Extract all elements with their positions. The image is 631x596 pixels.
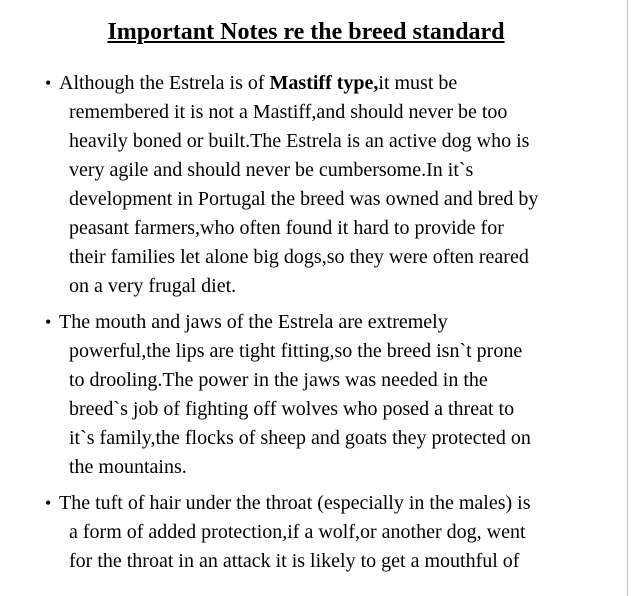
note-line: breed`s job of fighting off wolves who posed a threat to (69, 398, 515, 420)
note-line: remembered it is not a Mastiff,and should never be too (69, 101, 508, 123)
bullet-icon: • (45, 312, 52, 332)
bullet-icon: • (45, 73, 52, 93)
note-item (45, 489, 605, 576)
note-line: peasant farmers,who often found it hard to provide for (69, 217, 504, 239)
note-line: a form of added protection,if a wolf,or another dog, went (69, 521, 526, 543)
note-text: Although the Estrela is of (59, 72, 270, 94)
note-line: for the throat in an attack it is likely to get a mouthful of (69, 550, 520, 572)
note-line: powerful,the lips are tight fitting,so the breed isn`t prone (69, 340, 523, 362)
note-item (45, 308, 605, 482)
note-text: it must be (378, 72, 458, 94)
note-line: it`s family,the flocks of sheep and goats they protected on (69, 427, 531, 449)
note-item (45, 69, 605, 301)
document-title: Important Notes re the breed standard (107, 19, 505, 45)
note-line: heavily boned or built.The Estrela is an active dog who is (69, 130, 530, 152)
note-line: development in Portugal the breed was owned and bred by (69, 188, 539, 210)
page-edge (627, 0, 628, 596)
note-bold-text: Mastiff type, (269, 72, 379, 94)
note-line (59, 69, 605, 98)
note-line: their families let alone big dogs,so they were often reared (69, 246, 529, 268)
bullet-icon: • (45, 493, 52, 513)
notes-list (45, 69, 605, 583)
note-line: the mountains. (69, 456, 187, 478)
note-line: The tuft of hair under the throat (especially in the males) is (59, 492, 531, 514)
note-line: on a very frugal diet. (69, 275, 237, 297)
note-line: to drooling.The power in the jaws was needed in the (69, 369, 488, 391)
note-line: very agile and should never be cumbersome.In it`s (69, 159, 474, 181)
note-line: The mouth and jaws of the Estrela are extremely (59, 311, 448, 333)
